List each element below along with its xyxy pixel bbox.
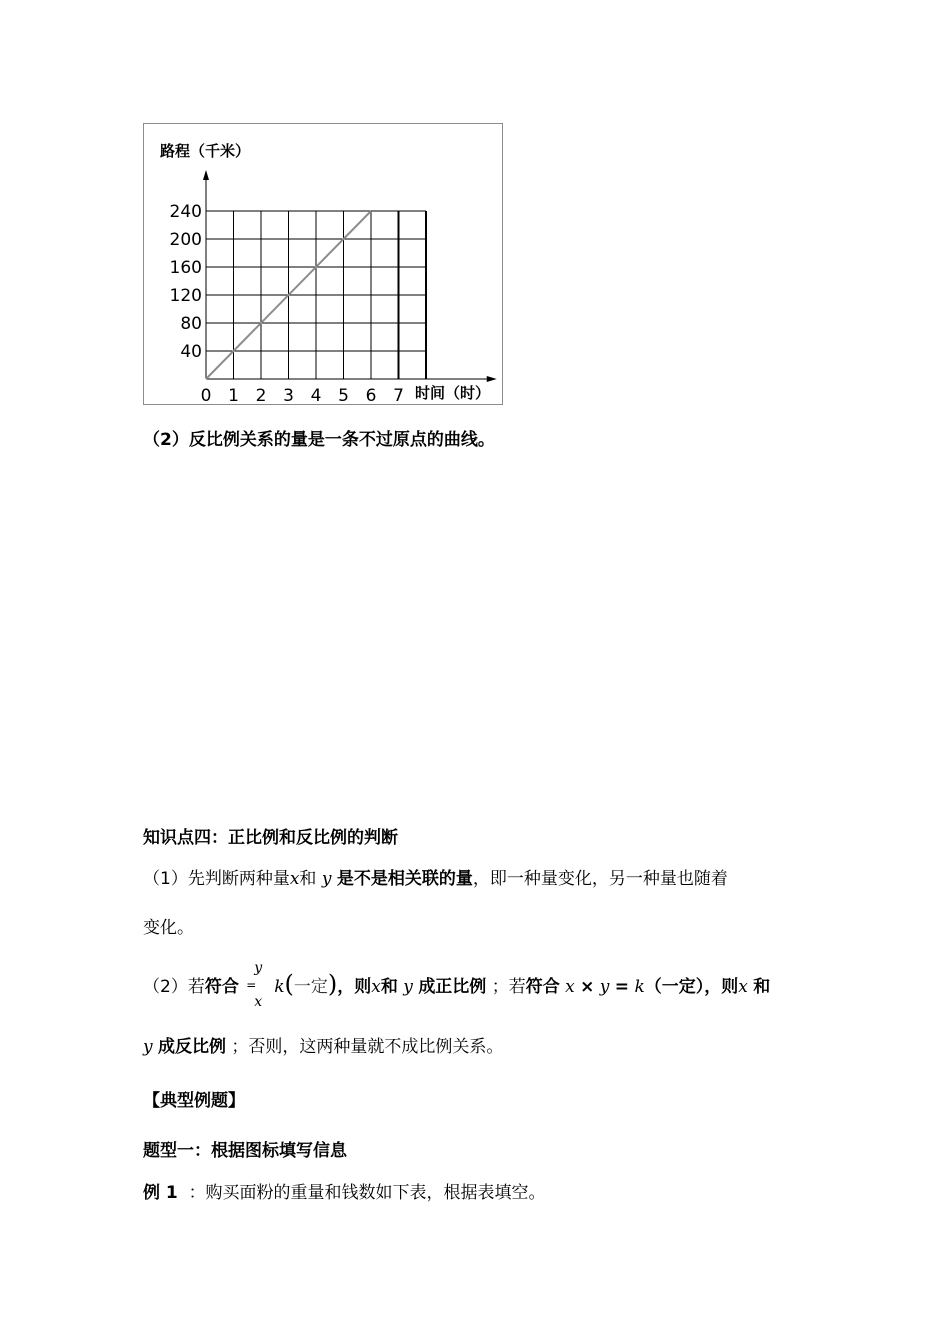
var-x: x [289,869,300,889]
times-sign: × [580,977,595,997]
y-tick-label: 200 [169,230,202,250]
chart-svg [144,124,504,406]
p3-text-b: ；否则，这两种量就不成比例关系。 [231,1037,504,1057]
question-type-title: 题型一：根据图标填写信息 [143,1141,347,1161]
y-tick-label: 40 [180,342,202,362]
y-tick-label: 240 [169,202,202,222]
p2-text-f: ；若 [491,977,526,997]
var-y: y [321,869,332,889]
equals-sign: = [614,977,630,997]
paren-close: ) [327,970,338,998]
distance-time-chart [143,123,503,405]
chart-x-axis-label: 时间（时） [415,384,491,402]
p2-direct-proportion: 成正比例 [418,977,487,997]
section-title: 知识点四：正比例和反比例的判断 [143,828,398,848]
p2-text-h: （一定），则 [644,977,739,997]
chart-y-axis-label: 路程（千米） [160,142,251,160]
var-k: k [274,977,285,997]
x-tick-label: 2 [255,386,267,406]
var-k-2: k [634,977,645,997]
paragraph-2 [143,960,771,1010]
x-tick-label: 6 [365,386,377,406]
paragraph-1-continued: 变化。 [143,918,194,938]
examples-title: 【典型例题】 [143,1091,245,1111]
example-label: 例 1 [143,1183,178,1203]
x-tick-label: 3 [283,386,294,406]
y-tick-label: 80 [180,314,202,334]
var-x-3: x [565,977,575,997]
fraction-equals: = [246,978,257,992]
p1-text-b: 和 [299,869,317,889]
p2-text-i: 和 [753,977,771,997]
yi-ding-text: 一定 [293,977,328,997]
x-tick-label: 4 [310,386,322,406]
y-axis-arrow [203,170,209,180]
fraction-denominator: x [254,994,263,1010]
y-tick-label: 120 [169,286,202,306]
p1-text-d: ，即一种量变化，另一种量也随着 [472,869,728,889]
p1-text-a: （1）先判断两种量 [143,869,290,889]
paren-open: ( [284,970,294,998]
p1-emphasis: 是不是相关联的量 [336,869,473,889]
chart-caption: （2）反比例关系的量是一条不过原点的曲线。 [143,430,495,450]
var-y-2: y [403,977,413,997]
x-tick-label: 1 [228,386,239,406]
var-y-3: y [599,977,610,997]
paragraph-1 [143,864,728,889]
fraction-y-over-x [244,960,274,1010]
p3-inverse-proportion: 成反比例 [158,1037,227,1057]
x-tick-label: 0 [200,386,212,406]
example-1 [143,1178,546,1203]
x-tick-label: 7 [393,386,404,406]
p2-text-a: （2）若 [143,977,205,997]
x-tick-label: 5 [338,386,349,406]
fraction-numerator: y [254,960,263,976]
example-text: ：购买面粉的重量和钱数如下表，根据表填空。 [188,1183,546,1203]
p2-text-d: 和 [380,977,398,997]
var-x-2: x [371,977,381,997]
paragraph-3 [143,1032,503,1057]
x-axis-arrow [487,376,497,382]
p2-text-c: ，则 [337,977,372,997]
y-tick-label: 160 [169,258,202,278]
var-x-4: x [738,977,748,997]
p2-fuhe-2: 符合 [525,977,560,997]
p2-fuhe-1: 符合 [204,977,239,997]
var-y-4: y [143,1037,153,1057]
